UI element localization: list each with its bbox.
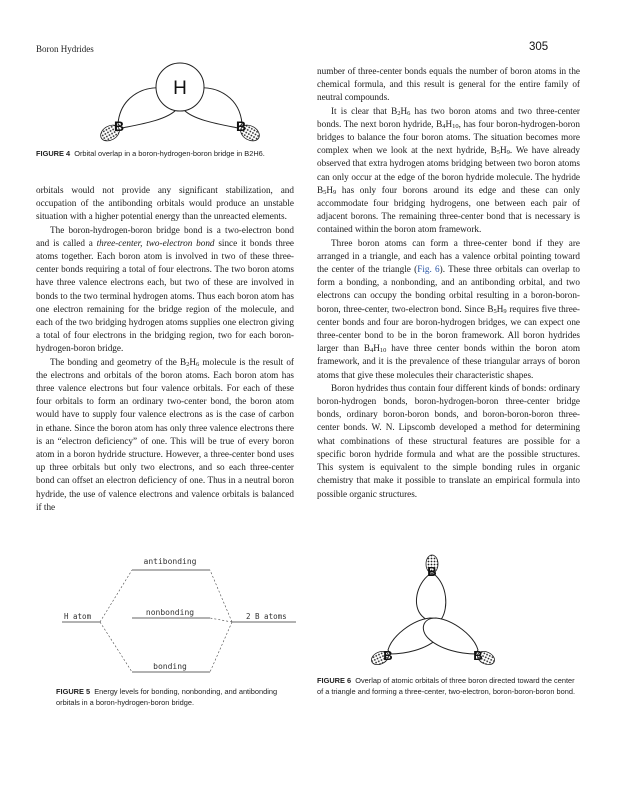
left-paragraph-3: The bonding and geometry of the $B_2H_6$ molecule is the result of the electrons and orbitals of the boron atoms. Each boron atom has three valence electrons but four valence orbitals. For each of these four orbitals to form an ordinary two-center bond, the boron atom would have to supply four valence electrons as is the case of carbon in ethane. Since the boron atom has only three valence electrons there is an “electron deficiency” of one. This will be true of every boron atom in a boron hydride structure. However, a three-center bond uses up three orbitals but only two electrons, and so each three-center bond can offset an electron deficiency of one. Thus in a neutral boron hydride, the use of valence electrons and valence orbitals is balanced if the [36, 356, 294, 512]
figure-5-caption-text: Energy levels for bonding, nonbonding, and antibonding orbitals in a boron-hydrogen-boron bridge. [56, 687, 278, 707]
right-paragraph-4: Boron hydrides thus contain four different kinds of bonds: ordinary boron-hydrogen bonds, boron-hydrogen-boron three-center bridge bonds, ordinary boron-boron bonds, and boron-boron-boron three-center bonds. W. N. Lipscomb developed a method for determining what combinations of these structural features are possible for a specific boron hydride formula and what are the possible structures. This system is equivalent to the simple bonding rules in organic chemistry that make it possible to translate an empirical formula into possible organic structures. [317, 382, 580, 499]
figure-5-energy-diagram [60, 548, 298, 678]
term-three-center-bond: three-center, two-electron bond [96, 237, 215, 248]
fig6-b-left-label: B [383, 648, 393, 663]
figure-6-orbital-diagram [352, 554, 542, 672]
fig5-antibonding-label: antibonding [143, 557, 197, 566]
figure-5-caption [56, 687, 294, 708]
fig6-right-lobe [423, 618, 478, 654]
left-paragraph-2: The boron-hydrogen-boron bridge bond is a two-electron bond and is called a three-center, two-electron bond since it bonds three atoms together. Each boron atom is involved in two of these three-center bonds requiring a total of four electrons. The two boron atoms have three valence electrons each, but two of these are involved in bonds to the two terminal hydrogen atoms. Thus each boron atom has one electron remaining for the bridge region of the molecule, and each of the two bridging hydrogen atoms supplies one electron giving a total of four electrons in the bridging region, two for each boron-hydrogen-boron bridge. [36, 224, 295, 354]
figure-4-caption [36, 149, 294, 160]
right-column [317, 65, 580, 501]
figure-6-caption [317, 676, 580, 697]
fig5-b-atoms-label: 2 B atoms [246, 612, 287, 621]
fig4-b-left-label: B [113, 118, 125, 134]
fig5-nonbonding-label: nonbonding [145, 608, 195, 617]
right-paragraph-1: number of three-center bonds equals the number of boron atoms in the chemical formula, and this result is general for the entire family of neutral compounds. [317, 66, 580, 103]
fig5-h-atom-label: H atom [64, 612, 92, 621]
left-paragraph-1: orbitals would not provide any significant stabilization, and occupation of the antibonding orbitals would produce an unstable situation with a higher potential energy than the unreacted elements. [36, 185, 294, 222]
fig4-b-right-label: B [235, 118, 247, 134]
page-number: 305 [529, 41, 549, 53]
fig-6-link[interactable]: Fig. 6 [417, 264, 440, 275]
running-title: Boron Hydrides [36, 44, 94, 54]
figure-5-caption-label: FIGURE 5 [56, 687, 91, 696]
figure-6-caption-label: FIGURE 6 [317, 676, 352, 685]
figure-4-caption-label: FIGURE 4 [36, 149, 71, 158]
left-column [36, 184, 294, 514]
fig5-bonding-label: bonding [153, 662, 187, 671]
right-paragraph-2: It is clear that $B_2H_6$ has two boron atoms and two three-center bonds. The next boron hydride, $B_4H_{10}$, has four boron-hydrogen-boron bridges to balance the four boron atoms. The situation becomes more complex when we look at the next hydride, $B_5H_9$. We have already observed that extra hydrogen atoms bridging between two boron atoms can only occur at the edge of the boron hydride molecule. The hydride $B_5H_9$ has only four borons around its edge and these can only accommodate four bridging hydrogens, one between each pair of adjacent borons. The remaining three-center bond that is necessary is contained within the boron atom framework. [317, 105, 580, 235]
right-paragraph-3: Three boron atoms can form a three-center bond if they are arranged in a triangle, and each has a valence orbital pointing toward the center of the triangle (Fig. 6). These three orbitals can overlap to form a bonding, a nonbonding, and an antibonding orbital, and two electrons can occupy the bonding orbital resulting in a boron-boron-boron, three-center, two-electron bond. Since $B_5H_9$ requires five three-center bonds and four are boron-hydrogen bridges, we can expect one three-center bond to be in the boron framework. All boron hydrides larger than $B_4H_{10}$ have three center bonds within the boron atom framework, and it is the prevalence of these triangular arrays of boron atoms that give these molecules their characteristic shapes. [317, 237, 581, 380]
figure-4-caption-text: Orbital overlap in a boron-hydrogen-boron bridge in B2H6. [74, 149, 265, 158]
fig6-b-right-label: B [473, 648, 483, 663]
figure-6-caption-text: Overlap of atomic orbitals of three boron directed toward the center of a triangle and forming a three-center, two-electron, boron-boron-boron bond. [317, 676, 576, 696]
figure-4-orbital-diagram [80, 58, 280, 148]
fig4-h-label: H [173, 78, 187, 99]
fig6-top-lobe [416, 574, 445, 622]
fig6-b-top-label: B [427, 564, 437, 579]
